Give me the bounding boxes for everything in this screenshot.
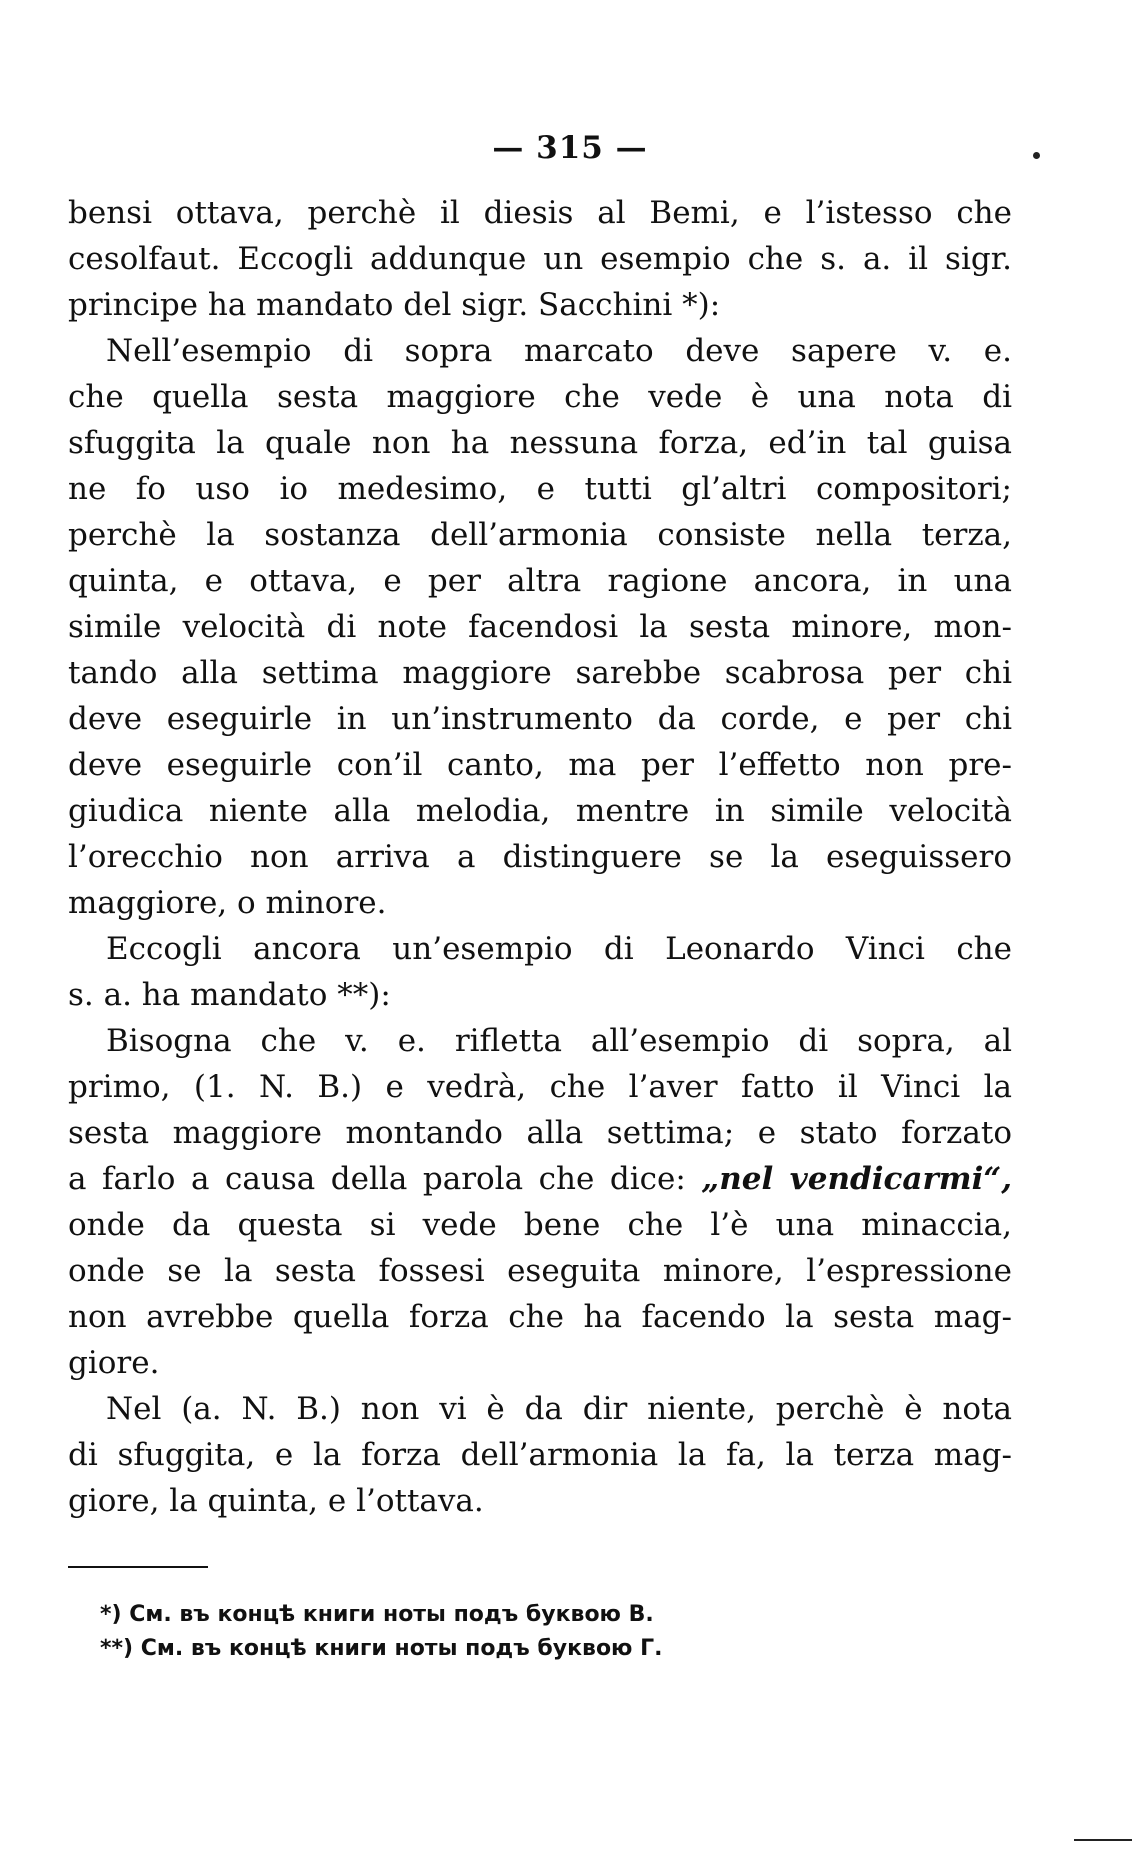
text-line: giudica niente alla melodia, mentre in simile velocità [68,793,1012,829]
text-line: di sfuggita, e la forza dell’armonia la fa, la terza mag- [68,1437,1012,1473]
text-line: giore. [68,1345,160,1381]
text-line: Bisogna che v. e. rifletta all’esempio di sopra, al [106,1023,1012,1059]
text-line: non avrebbe quella forza che ha facendo la sesta mag- [68,1299,1012,1335]
text-line: quinta, e ottava, e per altra ragione ancora, in una [68,563,1012,599]
text-line: onde da questa si vede bene che l’è una minaccia, [68,1207,1012,1243]
footnote-1: *) См. въ концѣ книги ноты подъ буквою В. [100,1602,654,1627]
text-line: perchè la sostanza dell’armonia consiste nella terza, [68,517,1012,553]
italic-quote: „nel vendicarmi“, [701,1161,1012,1197]
text-line: ne fo uso io medesimo, e tutti gl’altri compositori; [68,471,1012,507]
text-line: deve eseguirle con’il canto, ma per l’effetto non pre- [68,747,1012,783]
text-line: che quella sesta maggiore che vede è una nota di [68,379,1012,415]
text-line: cesolfaut. Eccogli addunque un esempio che s. a. il sigr. [68,241,1012,277]
text-line: deve eseguirle in un’instrumento da corde, e per chi [68,701,1012,737]
text-line: Nel (a. N. B.) non vi è da dir niente, perchè è nota [106,1391,1012,1427]
text-line: onde se la sesta fossesi eseguita minore, l’espressione [68,1253,1012,1289]
text-line: giore, la quinta, e l’ottava. [68,1483,484,1519]
text-line: Eccogli ancora un’esempio di Leonardo Vinci che [106,931,1012,967]
text-line: principe ha mandato del sigr. Sacchini *): [68,287,721,323]
text-line: l’orecchio non arriva a distinguere se la eseguissero [68,839,1012,875]
text-line: s. a. ha mandato **): [68,977,391,1013]
footnotes [100,1598,900,1666]
body-text [68,190,1012,1524]
text-line: sfuggita la quale non ha nessuna forza, ed’in tal guisa [68,425,1012,461]
text-line: sesta maggiore montando alla settima; e stato forzato [68,1115,1012,1151]
text-line: tando alla settima maggiore sarebbe scabrosa per chi [68,655,1012,691]
footnote-2: **) См. въ концѣ книги ноты подъ буквою Г. [100,1636,663,1661]
corner-rule [1074,1839,1132,1841]
text-line: Nell’esempio di sopra marcato deve sapere v. e. [106,333,1012,369]
text-line-with-quote [68,1156,1012,1202]
page-number: — 315 — [492,130,648,166]
footnote-divider [68,1566,208,1568]
text-line: simile velocità di note facendosi la sesta minore, mon- [68,609,1012,645]
text-line: primo, (1. N. B.) e vedrà, che l’aver fatto il Vinci la [68,1069,1012,1105]
text-line: maggiore, o minore. [68,885,387,921]
text-line-start: a farlo a causa della parola che dice: [68,1161,686,1197]
text-line: bensi ottava, perchè il diesis al Bemi, e l’istesso che [68,195,1012,231]
